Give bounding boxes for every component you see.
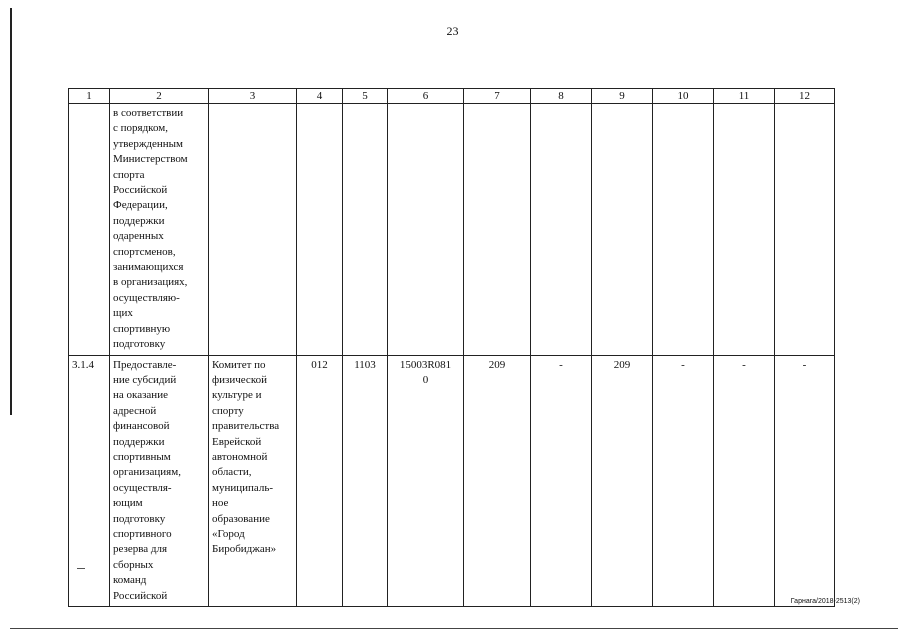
header-cell: 2 — [110, 89, 209, 104]
table-row — [69, 104, 835, 356]
table-cell — [653, 104, 714, 356]
table-cell: 15003R081 0 — [388, 355, 464, 607]
table-cell: - — [775, 355, 835, 607]
table-cell — [343, 104, 388, 356]
header-cell: 1 — [69, 89, 110, 104]
header-cell: 6 — [388, 89, 464, 104]
table-cell: - — [653, 355, 714, 607]
table-cell: 209 — [464, 355, 531, 607]
document-footer-code: Гарнага/2018-2513(2) — [790, 598, 860, 605]
header-cell: 11 — [714, 89, 775, 104]
table-row — [69, 355, 835, 607]
header-cell: 3 — [209, 89, 297, 104]
page-number: 23 — [446, 24, 459, 38]
table-cell — [388, 104, 464, 356]
table-cell: 3.1.4 — [69, 355, 110, 607]
header-cell: 12 — [775, 89, 835, 104]
table-cell — [297, 104, 343, 356]
bottom-rule — [10, 628, 898, 629]
table-cell — [531, 104, 592, 356]
table-cell — [209, 104, 297, 356]
header-cell: 9 — [592, 89, 653, 104]
table-header-row — [69, 89, 835, 104]
table-cell: в соответствии с порядком, утвержденным Министерством спорта Российской Федерации, поддержки одаренных спортсменов, занимающихся в организациях, осуществляю- щих спортивную подготовку — [110, 104, 209, 356]
table-cell — [69, 104, 110, 356]
table-cell: - — [714, 355, 775, 607]
table-cell — [592, 104, 653, 356]
table-cell: 012 — [297, 355, 343, 607]
header-cell: 4 — [297, 89, 343, 104]
table-cell — [714, 104, 775, 356]
left-margin-rule — [10, 8, 12, 415]
table-cell: Комитет по физической культуре и спорту правительства Еврейской автономной области, муниципаль- ное образование «Город Биробиджан» — [209, 355, 297, 607]
table-cell: 1103 — [343, 355, 388, 607]
header-cell: 10 — [653, 89, 714, 104]
budget-table — [68, 88, 835, 607]
table-cell: Предоставле- ние субсидий на оказание адресной финансовой поддержки спортивным организациям, осуществля- ющим подготовку спортивного резерва для сборных команд Российской — [110, 355, 209, 607]
header-cell: 7 — [464, 89, 531, 104]
table-cell — [775, 104, 835, 356]
table-cell — [464, 104, 531, 356]
scan-dash-mark — [77, 568, 85, 569]
table-cell: - — [531, 355, 592, 607]
header-cell: 8 — [531, 89, 592, 104]
header-cell: 5 — [343, 89, 388, 104]
table-cell: 209 — [592, 355, 653, 607]
